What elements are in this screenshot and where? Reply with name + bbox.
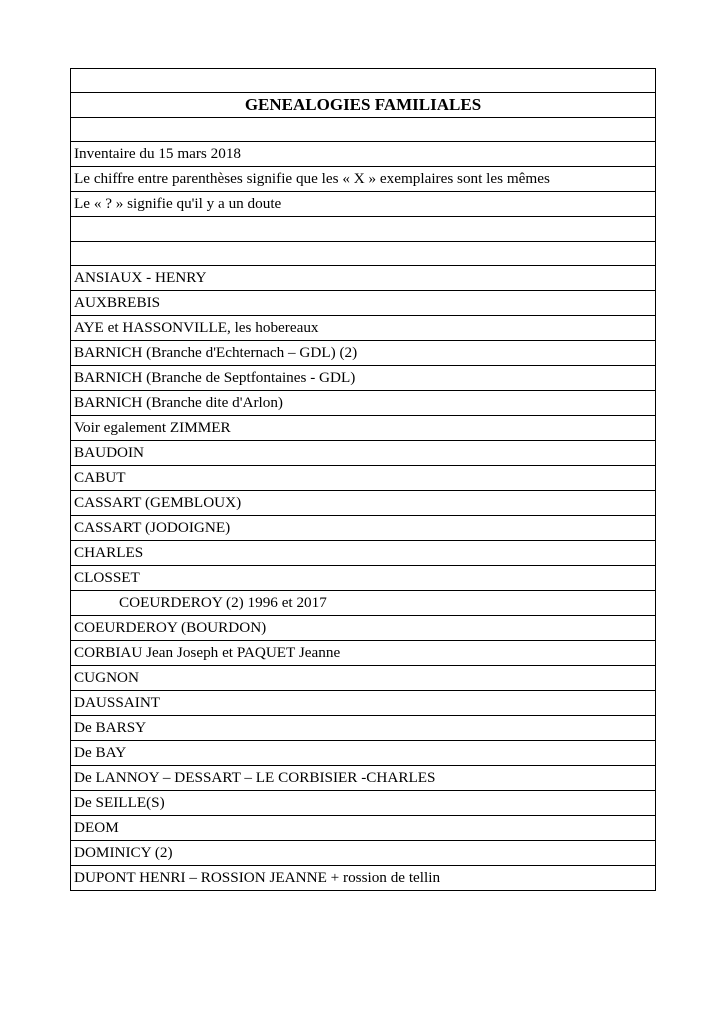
table-row [71, 765, 656, 790]
table-row [71, 315, 656, 340]
table-row [71, 290, 656, 315]
table-row [71, 390, 656, 415]
table-cell: DEOM [71, 815, 656, 840]
table-row [71, 265, 656, 290]
table-cell: COEURDEROY (2) 1996 et 2017 [71, 590, 656, 615]
table-cell: De LANNOY – DESSART – LE CORBISIER -CHARLES [71, 765, 656, 790]
table-cell: CASSART (JODOIGNE) [71, 515, 656, 540]
table-cell [71, 241, 656, 265]
table-cell: BARNICH (Branche d'Echternach – GDL) (2) [71, 340, 656, 365]
table-row [71, 865, 656, 890]
table-row [71, 490, 656, 515]
table-cell: DAUSSAINT [71, 690, 656, 715]
table-cell [71, 69, 656, 93]
table-cell: De SEILLE(S) [71, 790, 656, 815]
table-cell: CORBIAU Jean Joseph et PAQUET Jeanne [71, 640, 656, 665]
table-row [71, 142, 656, 167]
genealogy-table-body [71, 69, 656, 891]
table-row [71, 540, 656, 565]
table-row [71, 840, 656, 865]
table-cell: ANSIAUX - HENRY [71, 265, 656, 290]
table-cell: Voir egalement ZIMMER [71, 415, 656, 440]
table-row [71, 167, 656, 192]
table-cell: DUPONT HENRI – ROSSION JEANNE + rossion de tellin [71, 865, 656, 890]
empty-row [71, 118, 656, 142]
table-row [71, 665, 656, 690]
empty-row [71, 241, 656, 265]
empty-row [71, 69, 656, 93]
title-row [71, 93, 656, 118]
document-title: GENEALOGIES FAMILIALES [71, 93, 656, 118]
table-row [71, 192, 656, 217]
table-cell: BARNICH (Branche de Septfontaines - GDL) [71, 365, 656, 390]
table-cell: CHARLES [71, 540, 656, 565]
table-cell: Le chiffre entre parenthèses signifie que les « X » exemplaires sont les mêmes [71, 167, 656, 192]
table-cell: De BAY [71, 740, 656, 765]
table-cell: COEURDEROY (BOURDON) [71, 615, 656, 640]
table-row [71, 415, 656, 440]
table-row [71, 615, 656, 640]
table-cell: CUGNON [71, 665, 656, 690]
table-row [71, 465, 656, 490]
table-cell [71, 118, 656, 142]
table-row [71, 365, 656, 390]
table-row [71, 790, 656, 815]
table-row [71, 590, 656, 615]
table-cell: CABUT [71, 465, 656, 490]
table-row [71, 690, 656, 715]
table-cell: Le « ? » signifie qu'il y a un doute [71, 192, 656, 217]
table-cell: Inventaire du 15 mars 2018 [71, 142, 656, 167]
table-row [71, 740, 656, 765]
table-row [71, 815, 656, 840]
table-row [71, 640, 656, 665]
table-cell: BARNICH (Branche dite d'Arlon) [71, 390, 656, 415]
table-row [71, 715, 656, 740]
table-row [71, 515, 656, 540]
empty-row [71, 217, 656, 241]
table-cell: AUXBREBIS [71, 290, 656, 315]
table-cell: CASSART (GEMBLOUX) [71, 490, 656, 515]
table-cell: De BARSY [71, 715, 656, 740]
table-cell [71, 217, 656, 241]
genealogy-table [70, 68, 656, 891]
table-cell: CLOSSET [71, 565, 656, 590]
table-cell: DOMINICY (2) [71, 840, 656, 865]
table-row [71, 340, 656, 365]
table-cell: BAUDOIN [71, 440, 656, 465]
table-row [71, 565, 656, 590]
table-cell: AYE et HASSONVILLE, les hobereaux [71, 315, 656, 340]
table-row [71, 440, 656, 465]
